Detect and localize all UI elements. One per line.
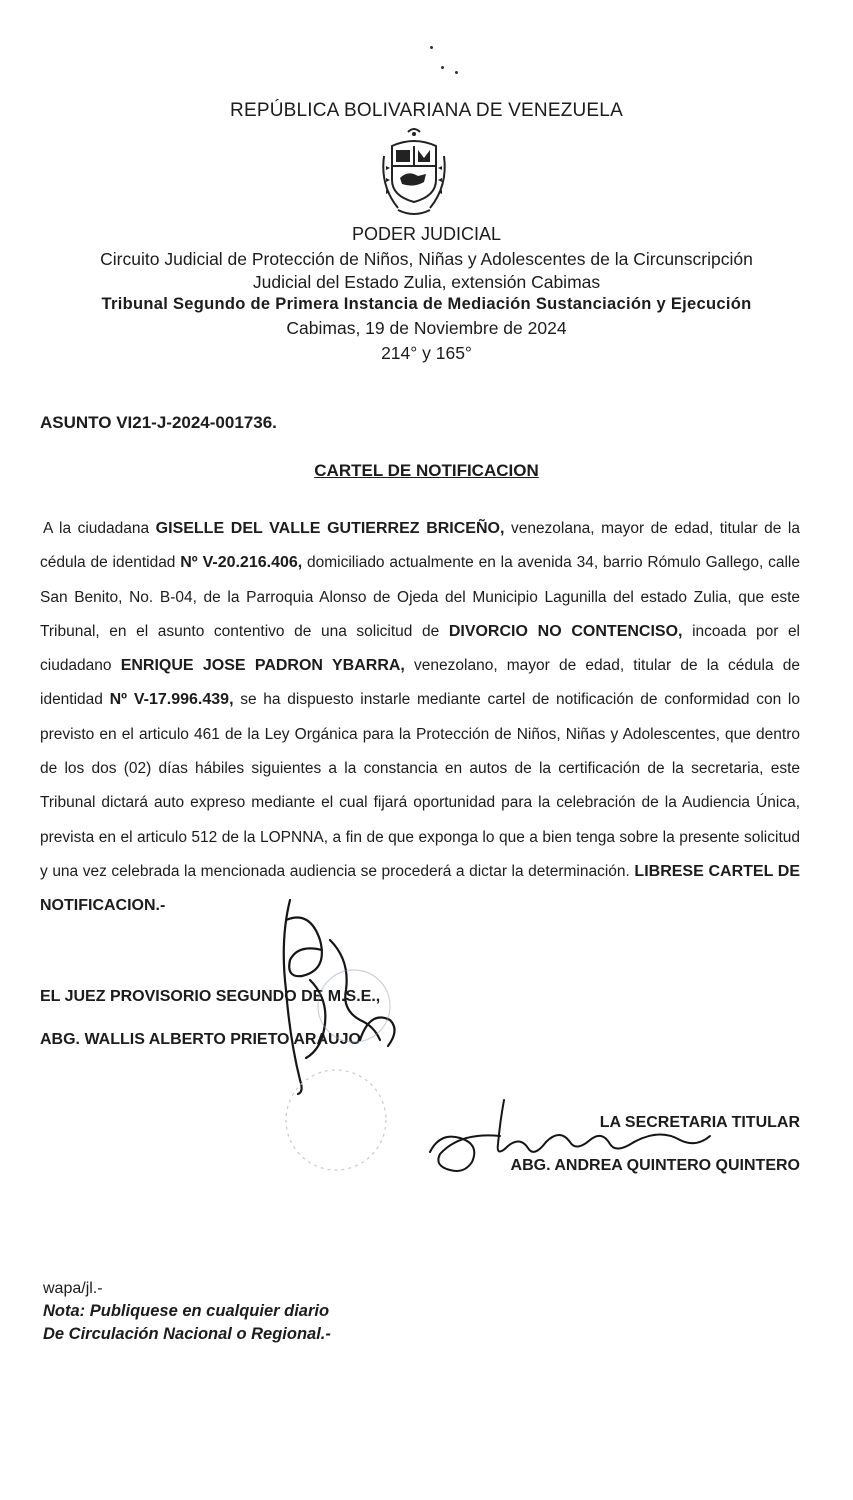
recipient-id: Nº V-20.216.406, [180,554,303,572]
document-title-text: CARTEL DE NOTIFICACION [314,461,539,480]
body-text-6: se ha dispuesto instarle mediante cartel de notificación de conformidad con lo previsto en el articulo 461 de la Ley Orgánica para la Protección de Niños, Niñas y Adolescentes, que dentro de los dos (02) días hábiles siguientes a la constancia en autos de la certificación de la secretaria, este Tribunal dictará auto expreso mediante el cual fijará oportunidad para la celebración de la Audiencia Única, prevista en el articulo 512 de la LOPNNA, a fin de que exponga lo que a bien tenga sobre la presente solicitud y una vez celebrada la mencionada audiencia se procederá a dictar la determinación. [40,691,800,880]
faint-stamp [276,1060,396,1180]
applicant-name: ENRIQUE JOSE PADRON YBARRA, [120,657,405,675]
publication-note [43,1300,331,1346]
tribunal-heading: Tribunal Segundo de Primera Instancia de Mediación Sustanciación y Ejecución [101,295,752,313]
body-text-4: incoada por el ciudadano [40,622,801,675]
secretary-name: ABG. ANDREA QUINTERO QUINTERO [510,1157,800,1174]
body-text-5: venezolano, mayor de edad, titular de la cédula de identidad [40,657,801,709]
case-number: ASUNTO VI21-J-2024-001736. [40,413,277,432]
note-line-2: De Circulación Nacional o Regional.- [43,1325,331,1343]
body-text-2: venezolana, mayor de edad, titular de la cédula de identidad [40,520,800,572]
case-matter: DIVORCIO NO CONTENCISO, [448,622,683,640]
judge-name: ABG. WALLIS ALBERTO PRIETO ARAUJO [40,1031,361,1048]
document-date: Cabimas, 19 de Noviembre de 2024 [286,318,567,338]
closing-order: LIBRESE CARTEL DE NOTIFICACION.- [40,862,800,915]
applicant-id: Nº V-17.996.439, [109,691,234,709]
judge-title: EL JUEZ PROVISORIO SEGUNDO DE M.S.E., [40,988,381,1005]
recipient-name: GISELLE DEL VALLE GUTIERREZ BRICEÑO, [155,520,505,537]
body-text-3: domiciliado actualmente en la avenida 34, barrio Rómulo Gallego, calle San Benito, No. B-04, de la Parroquia Alonso de Ojeda del Municipio Lagunilla del estado Zulia, que este Tribunal, en el asunto contentivo de una solicitud de [40,554,800,640]
body-text-1: A la ciudadana [43,520,156,537]
circuit-heading [0,248,853,294]
note-line-1: Nota: Publiquese en cualquier diario [43,1302,330,1320]
circuit-line-2: Judicial del Estado Zulia, extensión Cabimas [252,272,601,292]
circuit-line-1: Circuito Judicial de Protección de Niños, Niñas y Adolescentes de la Circunscripción [100,249,753,269]
secretary-title: LA SECRETARIA TITULAR [599,1114,800,1131]
judicial-power-heading: PODER JUDICIAL [351,224,502,244]
document-title [0,461,853,481]
coat-of-arms-icon [378,126,450,220]
notification-body [40,512,800,924]
republic-heading: REPÚBLICA BOLIVARIANA DE VENEZUELA [230,100,623,121]
initials: wapa/jl.- [43,1280,103,1297]
years-line: 214° y 165° [381,343,472,363]
